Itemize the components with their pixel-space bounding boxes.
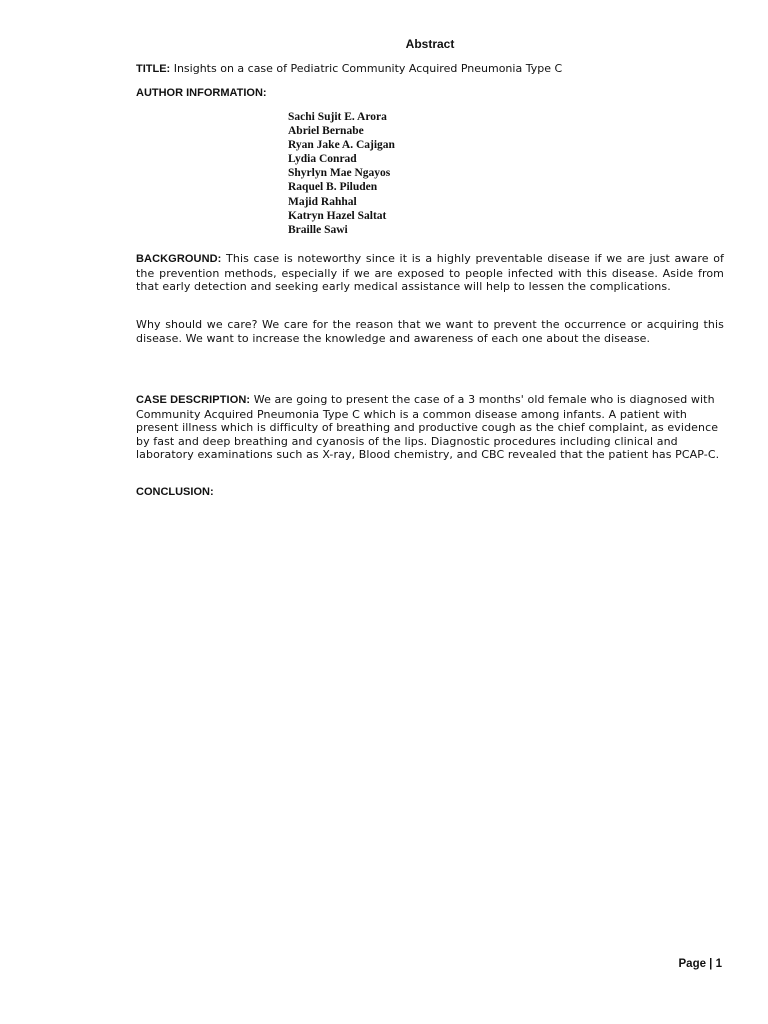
case-description-paragraph — [136, 393, 724, 462]
title-line — [136, 62, 724, 77]
author-name: Lydia Conrad — [288, 153, 357, 166]
case-description-label: CASE DESCRIPTION: — [136, 394, 251, 406]
case-description-text: We are going to present the case of a 3 months' old female who is diagnosed with Community Acquired Pneumonia Type C which is a common disease among infants. A patient with present illness which is difficulty of breathing and productive cough as the chief complaint, as evidence by fast and deep breathing and cyanosis of the lips. Diagnostic procedures including clinical and laboratory examinations such as X-ray, Blood chemistry, and CBC revealed that the patient has PCAP-C. — [136, 393, 720, 461]
background-text: This case is noteworthy since it is a highly preventable disease if we are just aware of the prevention methods, especially if we are exposed to people infected with this disease. Aside from that early detection and seeking early medical assistance will help to lessen the complications. — [136, 252, 724, 293]
author-name: Ryan Jake A. Cajigan — [288, 139, 395, 152]
background-label: BACKGROUND: — [136, 253, 222, 265]
author-name: Sachi Sujit E. Arora — [288, 111, 387, 123]
page-number: Page | 1 — [678, 958, 722, 970]
background-paragraph-2: Why should we care? We care for the reason that we want to prevent the occurrence or acquiring this disease. We want to increase the knowledge and awareness of each one about the disease. — [136, 318, 724, 345]
author-information-label: AUTHOR INFORMATION: — [136, 87, 267, 99]
author-name: Raquel B. Piluden — [288, 181, 378, 194]
abstract-heading: Abstract — [405, 37, 455, 51]
author-name: Shyrlyn Mae Ngayos — [288, 167, 391, 180]
author-name: Majid Rahhal — [288, 195, 357, 208]
title-text: Insights on a case of Pediatric Community Acquired Pneumonia Type C — [170, 62, 563, 75]
author-name: Braille Sawi — [288, 223, 348, 236]
author-name: Abriel Bernabe — [288, 125, 364, 138]
title-label: TITLE: — [136, 63, 171, 75]
author-name: Katryn Hazel Saltat — [288, 209, 387, 222]
background-paragraph — [136, 252, 724, 294]
conclusion-label: CONCLUSION: — [136, 486, 214, 498]
author-list — [288, 110, 395, 237]
